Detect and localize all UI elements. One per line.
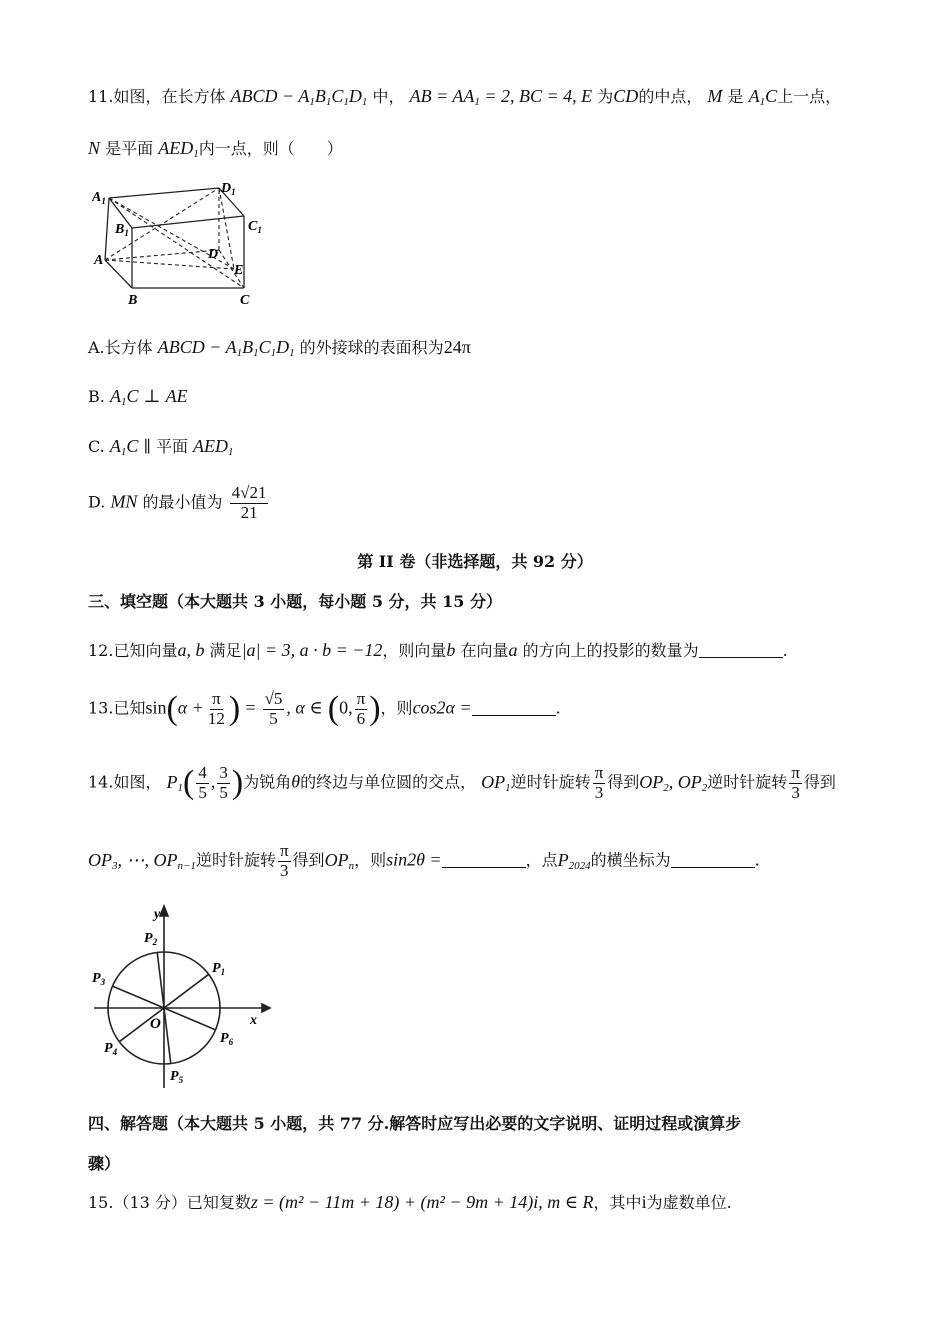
label-e: E: [234, 263, 244, 278]
q11-midpoint-text: 的中点，: [638, 87, 703, 106]
q11-in-text: 中，: [372, 87, 405, 106]
section3-title: 三、填空题（本大题共 3 小题，每小题 5 分，共 15 分）: [88, 592, 502, 611]
q11-option-d: D. MN 的最小值为 $\frac{4√21}{21}$: [88, 483, 267, 522]
label-p4: $P_4$: [104, 1041, 118, 1057]
q15-expression: z = (m² − 11m + 18) + (m² − 9m + 14)i, m ∈ R: [250, 1192, 594, 1212]
cuboid-figure: [92, 178, 272, 310]
q15-line: 15.（13 分）已知复数z = (m² − 11m + 18) + (m² − 9m + 14)i, m ∈ R，其中i为虚数单位.: [88, 1192, 732, 1212]
q11-option-c: C. $A_1C$ ∥ 平面 $AED_1$: [88, 436, 234, 458]
q11-conds: AB = $AA_1 = 2$, BC = 4, E: [409, 86, 593, 108]
label-p1: $P_1$: [212, 961, 226, 977]
label-c: C: [240, 293, 250, 308]
label-a1: $A_1$: [92, 190, 106, 206]
q11-m-var: M: [707, 86, 723, 106]
q13-answer-blank[interactable]: [472, 701, 556, 716]
q11-option-a: A.长方体 ABCD − $A_1B_1C_1D_1$ 的外接球的表面积为24π: [88, 337, 471, 359]
q12-condition: |a| = 3, a · b = −12: [241, 640, 383, 660]
label-d1: $D_1$: [221, 181, 236, 197]
q11-cd: CD: [613, 86, 639, 106]
label-c1: $C_1$: [248, 219, 262, 235]
q11-optd-fraction: $\frac{4√21}{21}$: [231, 483, 267, 522]
q11-prefix: 11.如图，在长方体: [88, 87, 226, 106]
q14-line1: 14.如图， $P_1$( $\frac{4}{5}$ , $\frac{3}{5}$ )为锐角θ的终边与单位圆的交点， $OP_1$逆时针旋转 $\frac{\pi}{3}$ 得到$OP_2$, $OP_2$逆时针旋转 $\frac{\pi}{3}$ 得到: [88, 763, 836, 802]
label-p5: $P_5$: [170, 1069, 184, 1085]
axis-x-label: x: [250, 1013, 257, 1028]
section2-title: 第 II 卷（非选择题，共 92 分）: [357, 552, 593, 571]
q11-opta-value: 24π: [443, 337, 471, 357]
q11-opta-solid: ABCD − $A_1B_1C_1D_1$: [157, 337, 295, 359]
q11-is-on: 是: [727, 87, 744, 106]
q11-n-var: N: [88, 138, 101, 158]
q11-line2: [88, 138, 343, 161]
q12-vectors: a, b: [177, 640, 205, 660]
label-d: D: [208, 247, 219, 262]
label-p6: $P_6$: [220, 1031, 234, 1047]
origin-label: O: [150, 1016, 161, 1032]
label-b: B: [128, 293, 138, 308]
q14-answer-blank-1[interactable]: [442, 853, 526, 868]
q11-option-b: B. $A_1C$ ⊥ AE: [88, 386, 188, 408]
label-p3: $P_3$: [92, 971, 106, 987]
q11-is-mid-of: 为: [597, 87, 614, 106]
q11-a1c: $A_1C$: [748, 86, 778, 108]
q12-line: 12.已知向量a, b 满足|a| = 3, a · b = −12，则向量b 在向量a 的方向上的投影的数量为 .: [88, 640, 788, 660]
label-p2: $P_2$: [144, 931, 158, 947]
label-b1: $B_1$: [115, 222, 129, 238]
q11-aed: $AED_1$: [158, 138, 199, 160]
section4-title-line2: 骤）: [88, 1154, 121, 1173]
q14-answer-blank-2[interactable]: [671, 853, 755, 868]
q11-on-point-text: 上一点，: [777, 87, 842, 106]
q11-line2-text: 是平面: [105, 139, 154, 158]
unit-circle-figure: [86, 902, 276, 1092]
label-a: A: [94, 253, 104, 268]
section4-title-line1: 四、解答题（本大题共 5 小题，共 77 分.解答时应写出必要的文字说明、证明过程或演算步: [88, 1114, 742, 1133]
q14-line2: $OP_3$, ⋯, $OP_{n-1}$逆时针旋转 $\frac{\pi}{3}$ 得到$OP_n$，则sin2θ = ，点$P_{2024}$的横坐标为 .: [88, 841, 760, 880]
axis-y-label: y: [154, 907, 161, 922]
q11-line1: [88, 86, 841, 109]
q11-line2-tail: 内一点，则（ ）: [198, 139, 343, 158]
q12-answer-blank[interactable]: [699, 643, 783, 658]
q11-solid: ABCD − $A_1B_1C_1D_1$: [230, 86, 368, 108]
q13-line: 13.已知sin(α + $\frac{\pi}{12}$ ) = $\frac{√5}{5}$ , α ∈ (0, $\frac{\pi}{6}$ )，则cos2α = .: [88, 689, 561, 728]
